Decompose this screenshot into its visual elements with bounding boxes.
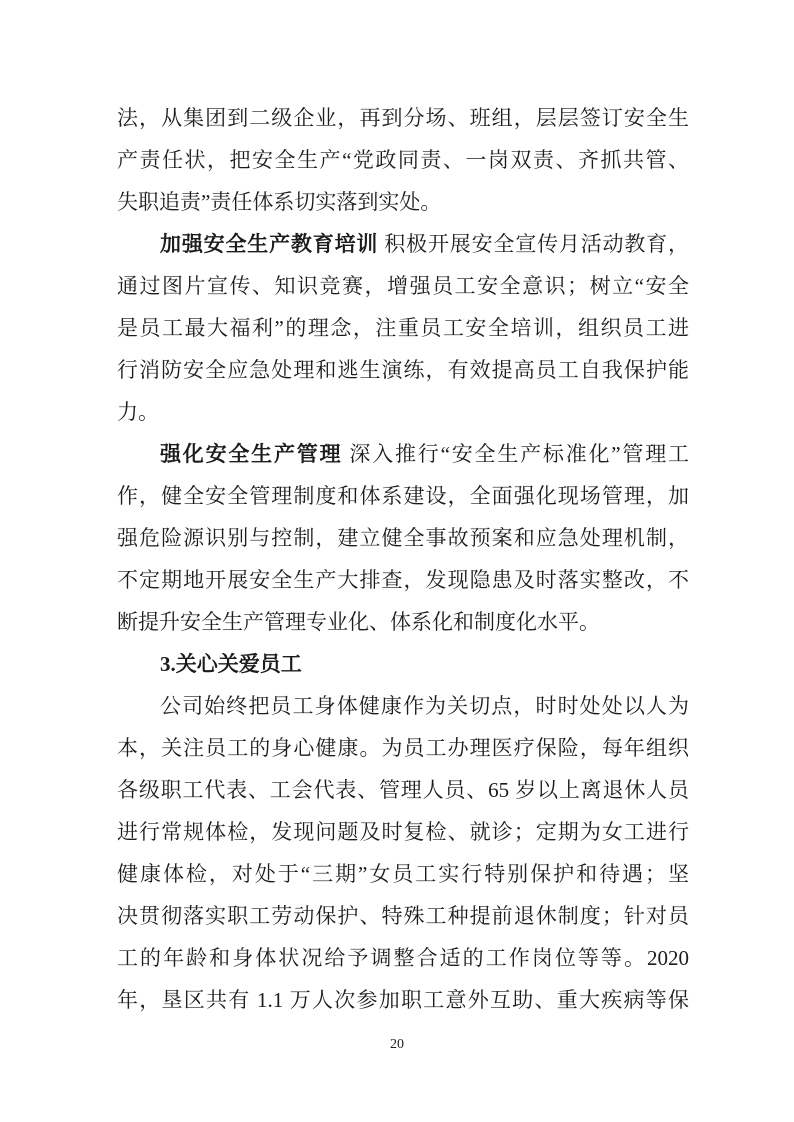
text-line: 年，垦区共有 1.1 万人次参加职工意外互助、重大疾病等保 [117,988,689,1012]
paragraph-lead: 加强安全生产教育培训 [160,232,379,256]
text-line: 行消防安全应急处理和逃生演练，有效提高员工自我保护能 [117,358,689,382]
text-line: 失职追责”责任体系切实落到实处。 [117,190,442,214]
paragraph-lead-line [117,223,689,265]
text-line: 健康体检，对处于“三期”女员工实行特别保护和待遇；坚 [117,862,689,886]
section-heading: 3.关心关爱员工 [160,652,302,676]
page-number: 20 [390,1037,404,1052]
paragraph-lead: 强化安全生产管理 [160,442,343,466]
text-line: 强危险源识别与控制，建立健全事故预案和应急处理机制， [117,526,689,550]
document-body [117,97,689,1021]
paragraph-lead-rest: 积极开展安全宣传月活动教育， [378,232,690,256]
text-line: 作，健全安全管理制度和体系建设，全面强化现场管理，加 [117,484,689,508]
text-line: 决贯彻落实职工劳动保护、特殊工种提前退休制度；针对员 [117,904,689,928]
text-line: 进行常规体检，发现问题及时复检、就诊；定期为女工进行 [117,820,689,844]
text-line: 各级职工代表、工会代表、管理人员、65 岁以上离退休人员 [117,778,689,802]
text-line: 本，关注员工的身心健康。为员工办理医疗保险，每年组织 [117,736,689,760]
text-line: 不定期地开展安全生产大排查，发现隐患及时落实整改，不 [117,568,689,592]
text-line: 断提升安全生产管理专业化、体系化和制度化水平。 [117,610,600,634]
text-line: 公司始终把员工身体健康作为关切点，时时处处以人为 [160,694,689,718]
text-line: 通过图片宣传、知识竞赛，增强员工安全意识；树立“安全 [117,274,689,298]
text-line: 工的年龄和身体状况给予调整合适的工作岗位等等。2020 [117,946,689,970]
text-line: 产责任状，把安全生产“党政同责、一岗双责、齐抓共管、 [117,148,689,172]
paragraph-lead-line [117,433,689,475]
text-line: 力。 [117,400,159,424]
text-line: 是员工最大福利”的理念，注重员工安全培训，组织员工进 [117,316,689,340]
text-line: 法，从集团到二级企业，再到分场、班组，层层签订安全生 [117,106,689,130]
paragraph-lead-rest: 深入推行“安全生产标准化”管理工 [342,442,690,466]
